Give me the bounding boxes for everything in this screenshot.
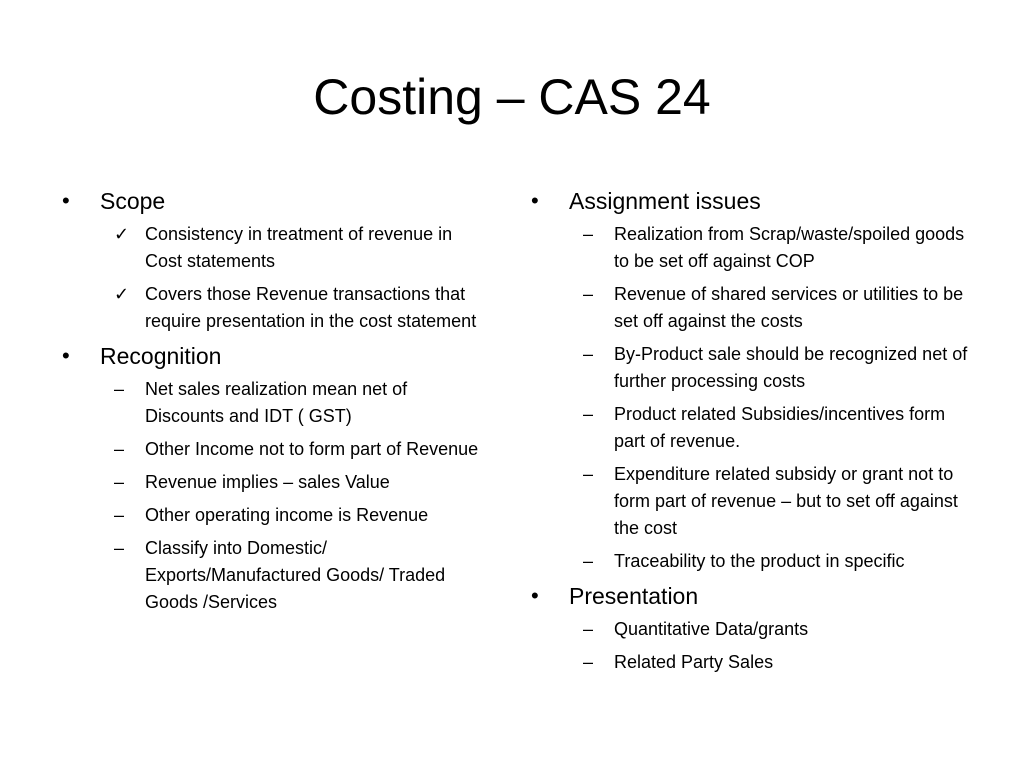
sub-item-text: Related Party Sales <box>614 652 774 672</box>
sub-item <box>56 469 486 496</box>
section-assignment-issues <box>525 186 970 575</box>
slide-title: Costing – CAS 24 <box>313 69 711 125</box>
sub-item <box>525 616 970 643</box>
dash-icon: – <box>114 472 125 492</box>
sub-item-text: Expenditure related subsidy or grant not to form part of revenue – but to set off against the cost <box>614 464 958 538</box>
sub-item <box>525 401 970 455</box>
sub-item-text: Quantitative Data/grants <box>614 619 809 639</box>
checkmark-icon: ✓ <box>114 284 130 304</box>
sub-item <box>525 649 970 676</box>
dash-icon: – <box>583 284 594 304</box>
bullet-heading <box>525 581 970 611</box>
bullet-heading <box>525 186 970 216</box>
sub-item-text: Realization from Scrap/waste/spoiled goods to be set off against COP <box>614 224 965 271</box>
sub-item-text: Classify into Domestic/ Exports/Manufactured Goods/ Traded Goods /Services <box>145 538 446 612</box>
dash-icon: – <box>583 619 594 639</box>
sub-item <box>56 535 486 616</box>
sub-item <box>56 376 486 430</box>
bullet-dot: • <box>531 583 539 608</box>
heading-text: Assignment issues <box>569 188 761 214</box>
heading-text: Scope <box>100 188 166 214</box>
sub-item-text: Traceability to the product in specific <box>614 551 905 571</box>
sub-item-text: By-Product sale should be recognized net of further processing costs <box>614 344 968 391</box>
sub-item <box>525 221 970 275</box>
heading-text: Recognition <box>100 343 222 369</box>
left-column <box>56 186 486 622</box>
dash-icon: – <box>114 379 125 399</box>
bullet-dot: • <box>62 343 70 368</box>
section-recognition <box>56 341 486 616</box>
sub-item-text: Other Income not to form part of Revenue <box>145 439 479 459</box>
sub-item-text: Covers those Revenue transactions that require presentation in the cost statement <box>145 284 477 331</box>
section-presentation <box>525 581 970 676</box>
sub-item-text: Net sales realization mean net of Discounts and IDT ( GST) <box>145 379 408 426</box>
sub-item <box>56 436 486 463</box>
dash-icon: – <box>583 344 594 364</box>
dash-icon: – <box>583 224 594 244</box>
sub-item-text: Consistency in treatment of revenue in Cost statements <box>145 224 453 271</box>
sub-item-text: Revenue of shared services or utilities to be set off against the costs <box>614 284 964 331</box>
bullet-dot: • <box>62 188 70 213</box>
sub-item-text: Revenue implies – sales Value <box>145 472 390 492</box>
bullet-heading <box>56 341 486 371</box>
sub-item <box>56 502 486 529</box>
sub-item <box>525 461 970 542</box>
bullet-heading <box>56 186 486 216</box>
dash-icon: – <box>583 464 594 484</box>
dash-icon: – <box>114 505 125 525</box>
dash-icon: – <box>583 652 594 672</box>
sub-item <box>56 221 486 275</box>
section-scope <box>56 186 486 335</box>
dash-icon: – <box>114 439 125 459</box>
dash-icon: – <box>583 551 594 571</box>
sub-item-text: Other operating income is Revenue <box>145 505 429 525</box>
heading-text: Presentation <box>569 583 699 609</box>
sub-item <box>525 341 970 395</box>
dash-icon: – <box>114 538 125 558</box>
sub-item <box>525 548 970 575</box>
bullet-dot: • <box>531 188 539 213</box>
dash-icon: – <box>583 404 594 424</box>
sub-item-text: Product related Subsidies/incentives form part of revenue. <box>614 404 946 451</box>
sub-item <box>525 281 970 335</box>
right-column <box>525 186 970 682</box>
checkmark-icon: ✓ <box>114 224 130 244</box>
sub-item <box>56 281 486 335</box>
